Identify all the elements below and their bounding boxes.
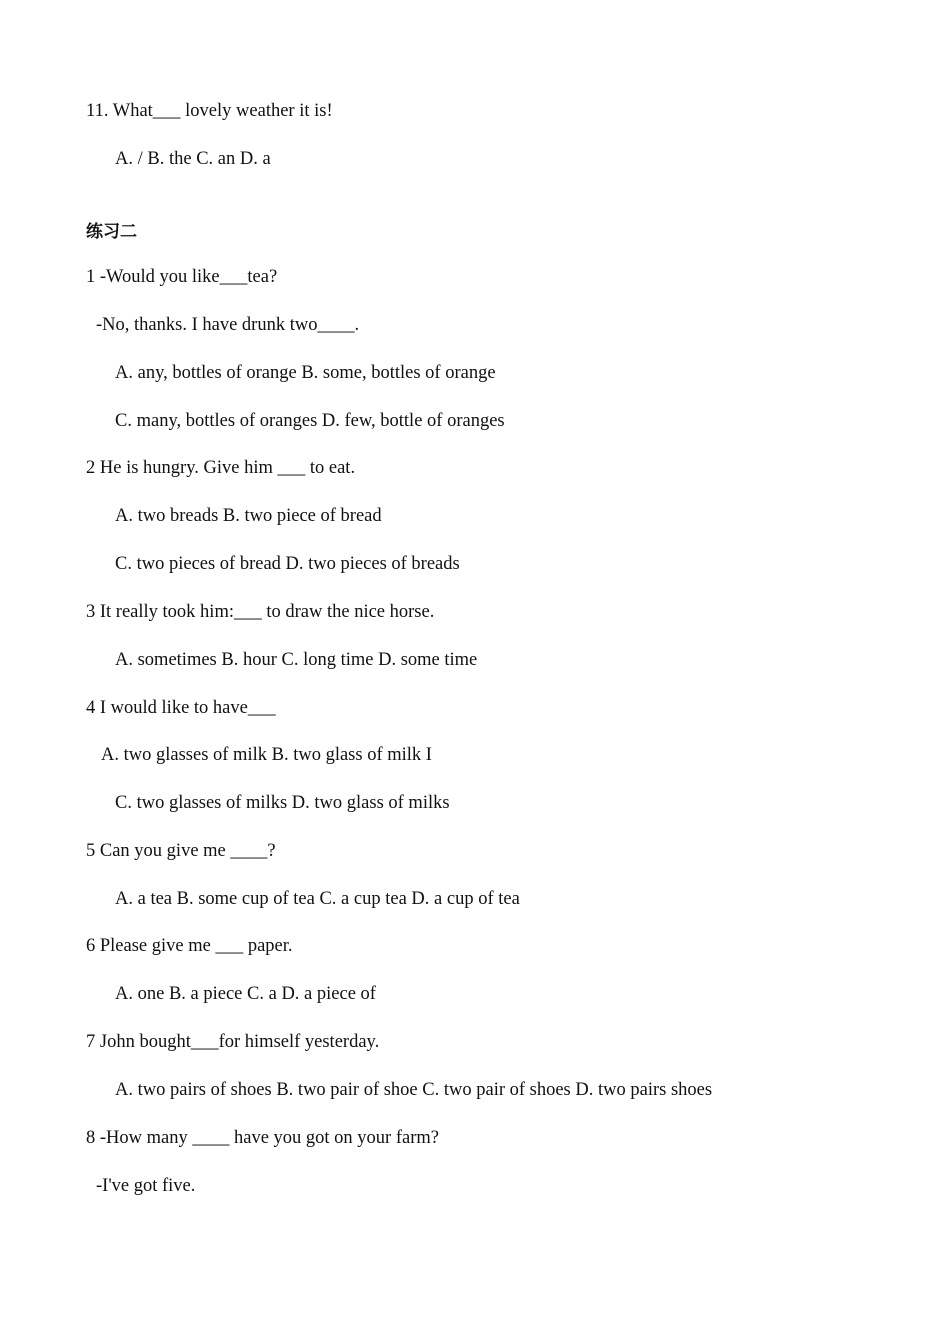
- question-1-text: 1 -Would you like___tea?: [86, 267, 278, 287]
- question-6-text: 6 Please give me ___ paper.: [86, 936, 293, 956]
- question-11-text: 11. What___ lovely weather it is!: [86, 101, 333, 121]
- question-11-options: A. / B. the C. an D. a: [115, 149, 271, 169]
- question-3-text: 3 It really took him:___ to draw the nice horse.: [86, 602, 435, 622]
- question-2-options-ab: A. two breads B. two piece of bread: [115, 506, 382, 526]
- question-2-options-cd: C. two pieces of bread D. two pieces of breads: [115, 554, 460, 574]
- question-3-options: A. sometimes B. hour C. long time D. some time: [115, 650, 478, 670]
- question-6-options: A. one B. a piece C. a D. a piece of: [115, 984, 376, 1004]
- question-5-options: A. a tea B. some cup of tea C. a cup tea D. a cup of tea: [115, 889, 520, 909]
- question-4-text: 4 I would like to have___: [86, 698, 276, 718]
- question-5-text: 5 Can you give me ____?: [86, 841, 276, 861]
- question-1-options-cd: C. many, bottles of oranges D. few, bottle of oranges: [115, 411, 505, 431]
- question-8-text: 8 -How many ____ have you got on your farm?: [86, 1128, 439, 1148]
- question-4-options-ab: A. two glasses of milk B. two glass of milk I: [101, 745, 432, 765]
- question-1-options-ab: A. any, bottles of orange B. some, bottles of orange: [115, 363, 496, 383]
- question-1-reply: -No, thanks. I have drunk two____.: [96, 315, 360, 335]
- question-7-text: 7 John bought___for himself yesterday.: [86, 1032, 380, 1052]
- section-heading: 练习二: [86, 222, 137, 242]
- question-4-options-cd: C. two glasses of milks D. two glass of milks: [115, 793, 450, 813]
- question-7-options: A. two pairs of shoes B. two pair of shoe C. two pair of shoes D. two pairs shoes: [115, 1080, 713, 1100]
- question-8-reply: -I've got five.: [96, 1176, 196, 1196]
- question-2-text: 2 He is hungry. Give him ___ to eat.: [86, 458, 356, 478]
